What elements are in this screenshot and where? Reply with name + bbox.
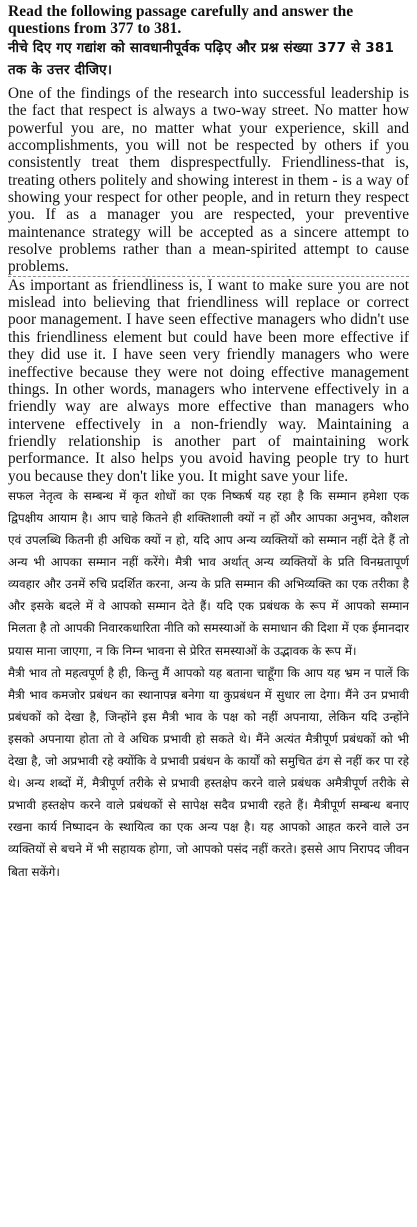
passage-hindi-paragraph-1: सफल नेतृत्व के सम्बन्ध में कृत शोधों का एक निष्कर्ष यह रहा है कि सम्मान हमेशा एक द्विपक्षीय आयाम है। आप चाहे कितने ही शक्तिशाली क्यों न हों और आपका अनुभव, कौशल एवं उपलब्धि कितनी ही अधिक क्यों न हो, यदि आप अन्य व्यक्तियों को सम्मान नहीं देते हैं तो अन्य भी आपका सम्मान नहीं करेंगे। मैत्री भाव अर्थात् अन्य व्यक्तियों के प्रति विनम्रतापूर्ण व्यवहार और उनमें रुचि प्रदर्शित करना, अन्य के प्रति सम्मान की अभिव्यक्ति का एक तरीका है और इसके बदले में वे आपको सम्मान देते हैं। यदि एक प्रबंधक के रूप में आपको सम्मान मिलता है तो आपकी निवारकधारिता नीति को समस्याओं के समाधान की दिशा में एक ईमानदार प्रयास माना जाएगा, न कि निम्न भावना से प्रेरित समस्याओं के उद्भावक के रूप में।: [8, 488, 409, 658]
passage-hindi-paragraph-2: मैत्री भाव तो महत्वपूर्ण है ही, किन्तु मैं आपको यह बताना चाहूँगा कि आप यह भ्रम न पालें कि मैत्री भाव कमजोर प्रबंधन का स्थानापन्न बनेगा या कुप्रबंधन में सुधार ला देगा। मैंने उन प्रभावी प्रबंधकों को देखा है, जिन्होंने इस मैत्री भाव के पक्ष को नहीं अपनाया, लेकिन यदि उन्होंने इसको अपनाया होता तो वे अधिक प्रभावी हो सकते थे। मैंने अत्यंत मैत्रीपूर्ण प्रबंधकों को भी देखा है, जो अप्रभावी रहे क्योंकि वे प्रभावी प्रबंधन के कार्यों को समुचित ढंग से नहीं कर पा रहे थे। अन्य शब्दों में, मैत्रीपूर्ण तरीके से प्रभावी हस्तक्षेप करने वाले प्रबंधक अमैत्रीपूर्ण तरीके से प्रभावी हस्तक्षेप करने वाले प्रबंधकों से सापेक्ष सदैव प्रभावी रहते हैं। मैत्रीपूर्ण सम्बन्ध बनाए रखना कार्य निष्पादन के स्थायित्व का एक अन्य पक्ष है। यह आपको आहत करने वाले उन व्यक्तियों से बचने में भी सहायक होगा, जो आपको पसंद नहीं करते। इससे आप निरापद जीवन बिता सकेंगे।: [8, 665, 409, 879]
passage-english-paragraph-1: One of the findings of the research into successful leadership is the fact that respect is always a two-way street. No matter how powerful you are, no matter what your experience, skill and accomplishments, you will not be respected by others if you consistently treat them disprespectfully. Friendliness-that is, treating others politely and showing interest in them - is a way of showing your respect for other people, and in return they respect you. If as a manager you are respected, your preventive maintenance strategy will be accepted as a sincere attempt to resolve problems rather than a mean-spirited attempt to cause problems.: [8, 85, 409, 276]
instruction-english: Read the following passage carefully and answer the questions from 377 to 381.: [8, 3, 354, 37]
passage-english-paragraph-2: As important as friendliness is, I want to make sure you are not mislead into believing that friendliness will replace or correct poor management. I have seen effective managers who didn't use this friendliness element but could have been more effective if they did use it. I have seen very friendly managers who were ineffective because they were not doing effective management things. In other words, managers who intervene effectively in a friendly way are always more effective than managers who intervene effectively in a non-friendly way. Maintaining a friendly relationship is another part of maintaining work performance. It also helps you avoid having people try to hurt you because they don't like you. It might save your life.: [8, 276, 409, 485]
instruction-hindi: नीचे दिए गए गद्यांश को सावधानीपूर्वक पढ़िए और प्रश्न संख्या 377 से 381 तक के उत्तर दीजिए।: [8, 40, 395, 78]
